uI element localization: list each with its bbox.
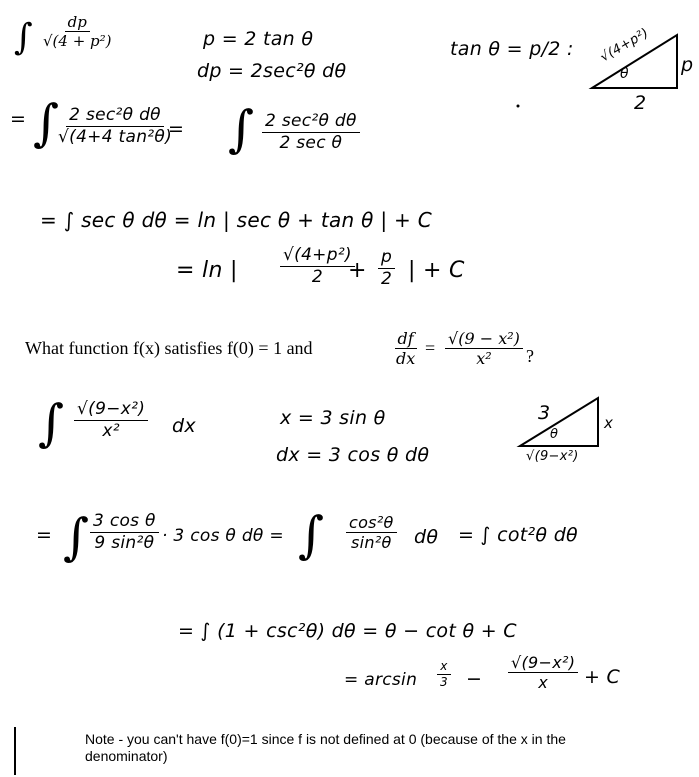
part2-l1-fraction-1: $\frac{\text{3 cos θ}}{\text{9 sin²θ}}$ <box>90 512 159 553</box>
part2-integrand: $\frac{\text{√(9−x²)}}{\text{x²}}$ <box>74 400 148 441</box>
triangle-2-hypotenuse: 3 <box>538 402 551 424</box>
part2-l1-end: = ∫ cot²θ dθ <box>458 524 578 546</box>
triangle-2-opposite: x <box>604 414 614 432</box>
triangle-1-opposite: p <box>681 54 694 76</box>
integral-sign: ∫ <box>228 100 255 158</box>
part2-dx: dx <box>172 415 196 437</box>
line3-prefix: = ln | <box>176 258 238 283</box>
part2-line3-fraction-2: $\frac{\text{√(9−x²)}}{x}$ <box>508 654 578 693</box>
line2: = ∫ sec θ dθ = ln | sec θ + tan θ | + C <box>40 208 433 232</box>
part2-l1-mid: · 3 cos θ dθ = <box>162 526 284 546</box>
integral-sign: ∫ <box>63 508 90 566</box>
line1b-fraction: 2 sec²θ dθ 2 sec θ <box>262 112 360 153</box>
substitution-p: p = 2 tan θ <box>203 28 314 50</box>
question-mark: ? <box>526 346 534 366</box>
integral-sign: ∫ <box>14 17 33 58</box>
line3-fraction-2: $\frac{p}{2}$ <box>378 248 395 289</box>
margin-bar <box>14 727 16 775</box>
note-text: Note - you can't have f(0)=1 since f is not defined at 0 (because of the x in the denominator) <box>85 731 566 764</box>
equals-sign: = <box>10 108 27 130</box>
triangle-1-adjacent: 2 <box>634 92 647 114</box>
integral-sign: ∫ <box>33 94 60 152</box>
part2-line3-end: + C <box>584 666 621 688</box>
triangle-2-adjacent: √(9−x²) <box>526 449 579 464</box>
integral-sign: ∫ <box>298 506 325 564</box>
substitution-dp: dp = 2sec²θ dθ <box>197 60 347 82</box>
integral-sign: ∫ <box>38 394 65 452</box>
triangle-relation: tan θ = p/2 : <box>450 38 574 60</box>
problem-numerator: dp <box>65 14 90 32</box>
triangle-1-hypotenuse: √(4+p²) <box>597 25 652 66</box>
problem-fraction <box>40 14 115 50</box>
question-text: What function f(x) satisfies f(0) = 1 and <box>25 338 313 358</box>
line1-fraction: 2 sec²θ dθ √(4+4 tan²θ) <box>58 105 173 147</box>
question-derivative: $\frac{df}{dx}$ <box>396 329 416 369</box>
problem-denominator: √(4 + p²) <box>43 32 112 51</box>
part2-l1-dtheta: dθ <box>414 526 439 548</box>
triangle-2 <box>520 398 598 446</box>
part2-line3-prefix: = arcsin <box>344 670 418 690</box>
substitution-dx: dx = 3 cos θ dθ <box>276 444 430 466</box>
line3-fraction-1: $\frac{\text{√(4+p²)}}{2}$ <box>280 246 355 287</box>
part2-line2: = ∫ (1 + csc²θ) dθ = θ − cot θ + C <box>178 620 517 642</box>
part2-line3-fraction-1: $\frac{x}{3}$ <box>437 660 451 689</box>
triangle-1-angle: θ <box>620 66 629 82</box>
line3-suffix: | + C <box>408 258 465 283</box>
part2-l1-fraction-2: $\frac{\text{cos²θ}}{\text{sin²θ}}$ <box>346 514 397 553</box>
question-rhs: $\frac{\text{√(9 − x²)}}{\text{x²}}$ <box>445 330 523 369</box>
triangle-2-angle: θ <box>550 427 559 442</box>
substitution-x: x = 3 sin θ <box>280 407 386 429</box>
